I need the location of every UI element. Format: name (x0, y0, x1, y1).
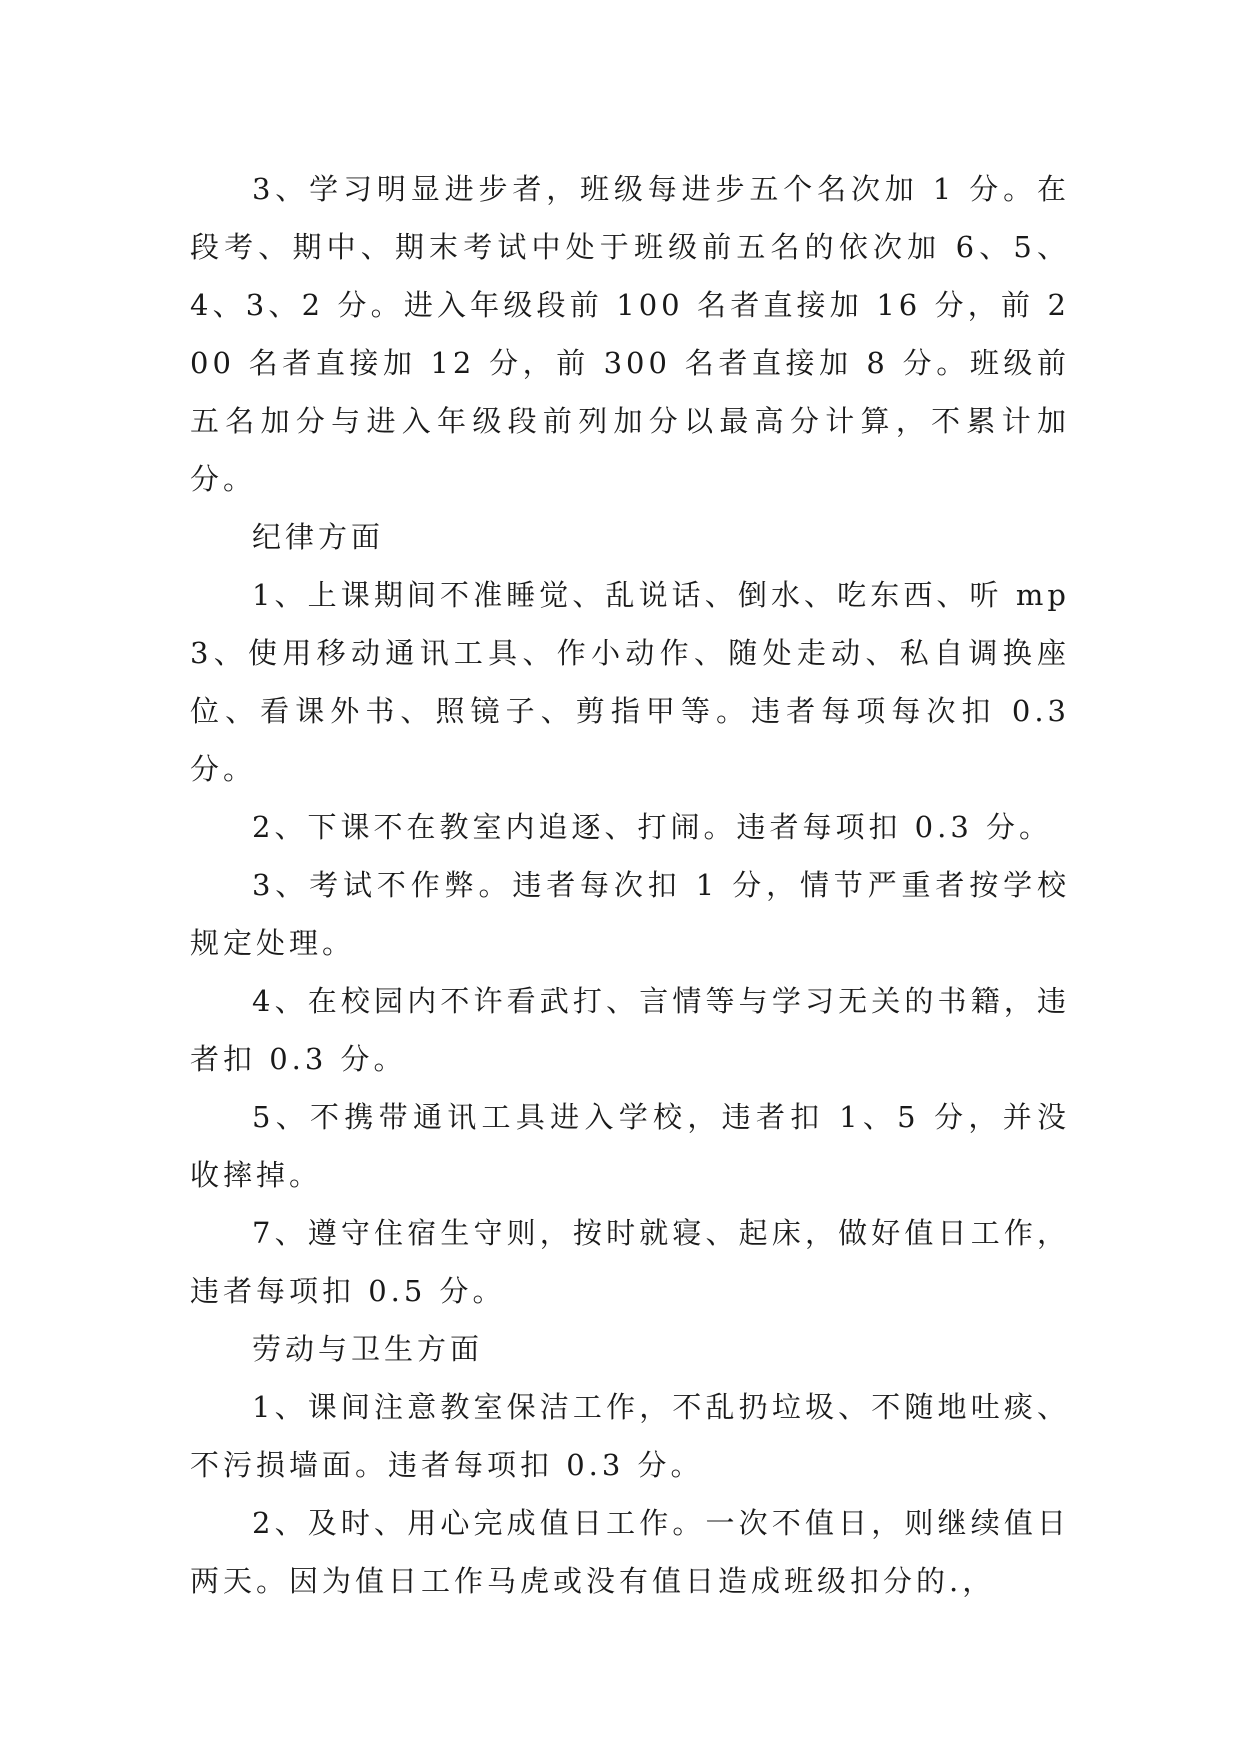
paragraph-hygiene-1: 1、课间注意教室保洁工作，不乱扔垃圾、不随地吐痰、不污损墙面。违者每项扣 0.3 分。 (190, 1390, 1070, 1482)
document-body (190, 160, 1070, 1610)
paragraph-hygiene-2: 2、及时、用心完成值日工作。一次不值日，则继续值日两天。因为值日工作马虎或没有值日造成班级扣分的.， (190, 1506, 1070, 1598)
paragraph-discipline-5: 5、不携带通讯工具进入学校，违者扣 1、5 分，并没收摔掉。 (190, 1100, 1070, 1192)
section-heading-labor-hygiene: 劳动与卫生方面 (252, 1332, 484, 1366)
paragraph-discipline-3: 3、考试不作弊。违者每次扣 1 分，情节严重者按学校规定处理。 (190, 868, 1070, 960)
paragraph-discipline-4: 4、在校园内不许看武打、言情等与学习无关的书籍，违者扣 0.3 分。 (190, 984, 1070, 1076)
paragraph-study-progress: 3、学习明显进步者，班级每进步五个名次加 1 分。在段考、期中、期末考试中处于班级前五名的依次加 6、5、4、3、2 分。进入年级段前 100 名者直接加 16 分，前 200 名者直接加 12 分，前 300 名者直接加 8 分。班级前五名加分与进入年级段前列加分以最高分计算，不累计加分。 (190, 172, 1070, 496)
section-heading-discipline: 纪律方面 (252, 520, 385, 554)
paragraph-discipline-2: 2、下课不在教室内追逐、打闹。违者每项扣 0.3 分。 (252, 810, 1053, 844)
paragraph-discipline-1: 1、上课期间不准睡觉、乱说话、倒水、吃东西、听 mp3、使用移动通讯工具、作小动作、随处走动、私自调换座位、看课外书、照镜子、剪指甲等。违者每项每次扣 0.3 分。 (190, 578, 1070, 786)
paragraph-discipline-7: 7、遵守住宿生守则，按时就寝、起床，做好值日工作，违者每项扣 0.5 分。 (190, 1216, 1070, 1308)
